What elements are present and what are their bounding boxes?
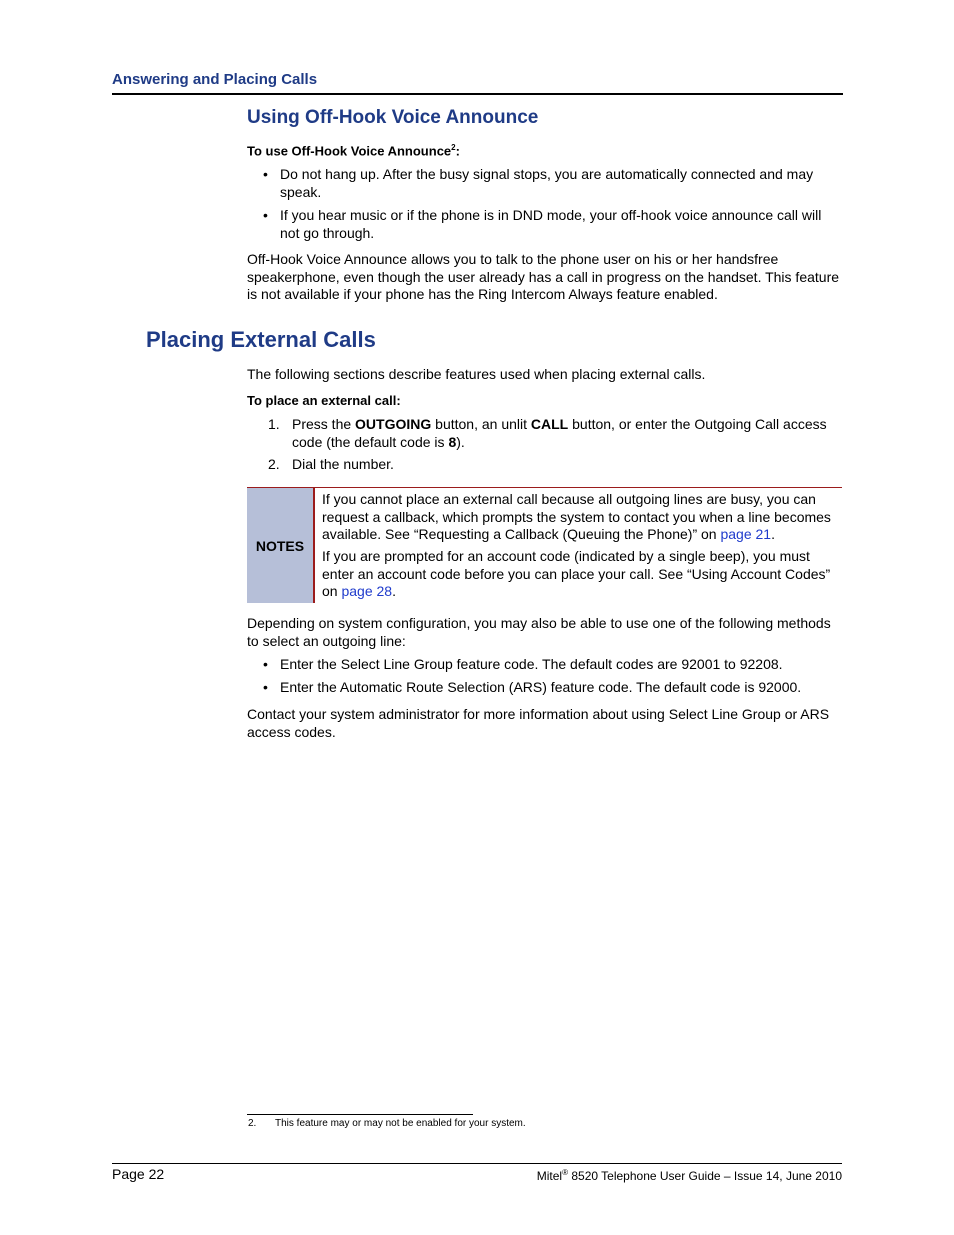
- bullet-icon: •: [263, 207, 268, 223]
- step-1: [268, 416, 843, 452]
- bullet-icon: •: [263, 656, 268, 672]
- step-text: [292, 416, 832, 451]
- section-title-external: Placing External Calls: [146, 327, 376, 352]
- step-number: 1.: [268, 416, 280, 432]
- procedure-lead-external: To place an external call:: [247, 393, 401, 408]
- procedure-lead-ohva: [247, 143, 460, 158]
- registered-mark: ®: [562, 1168, 569, 1177]
- footer-title: [537, 1168, 842, 1183]
- step-2: [268, 456, 843, 474]
- bullet-icon: •: [263, 166, 268, 182]
- note-text: If you are prompted for an account code (indicated by a single beep), you must enter an account code before you can place your call. See “Using Account Codes” on: [322, 548, 831, 599]
- step-text-part: ).: [456, 433, 465, 450]
- contact-paragraph: Contact your system administrator for more information about using Select Line Group or ARS access codes.: [247, 706, 830, 740]
- footnote-text: This feature may or may not be enabled for your system.: [275, 1118, 526, 1129]
- footer-doc-title: 8520 Telephone User Guide – Issue 14, June 2010: [568, 1169, 842, 1183]
- note-end: .: [771, 526, 775, 542]
- footer-brand: Mitel: [536, 1169, 563, 1183]
- bullet-icon: •: [263, 679, 268, 695]
- list-item-text: If you hear music or if the phone is in DND mode, your off-hook voice announce call will not go through.: [280, 207, 822, 241]
- config-paragraph: Depending on system configuration, you may also be able to use one of the following methods to select an outgoing line:: [247, 615, 831, 649]
- note-2: [322, 548, 842, 601]
- list-item-text: Enter the Select Line Group feature code. The default codes are 92001 to 92208.: [280, 656, 783, 672]
- notes-label: NOTES: [255, 538, 305, 554]
- step-text-part: button, an unlit: [431, 416, 531, 432]
- list-item-text: Enter the Automatic Route Selection (ARS) feature code. The default code is 92000.: [280, 679, 802, 695]
- note-1: [322, 491, 842, 544]
- lead-text: To use Off-Hook Voice Announce: [247, 143, 452, 159]
- notes-divider: [313, 488, 315, 603]
- list-item-text: Do not hang up. After the busy signal stops, you are automatically connected and may speak.: [280, 166, 814, 200]
- page-21-link[interactable]: page 21: [720, 526, 772, 542]
- footnote-number: 2.: [248, 1118, 257, 1129]
- notes-top-rule: [247, 487, 842, 488]
- page-number: Page 22: [112, 1166, 165, 1182]
- external-intro: The following sections describe features used when placing external calls.: [247, 366, 706, 382]
- section-title-ohva: Using Off-Hook Voice Announce: [247, 107, 539, 128]
- footnote-ref[interactable]: 2: [451, 143, 456, 152]
- footnote-rule: [247, 1114, 473, 1115]
- step-number: 2.: [268, 456, 280, 472]
- step-text-part: Press the: [292, 416, 356, 432]
- note-text: If you cannot place an external call because all outgoing lines are busy, you can request a callback, which prompts the system to contact you when a line becomes available. See “Requesting a Callback (Queuing the Phone)” on: [322, 491, 831, 542]
- notes-label-cell: [247, 488, 313, 603]
- lead-colon: :: [455, 143, 460, 159]
- step-text: Dial the number.: [292, 456, 394, 472]
- call-key-label: CALL: [530, 416, 569, 432]
- outgoing-key-label: OUTGOING: [355, 416, 432, 432]
- note-end: .: [392, 583, 396, 599]
- ohva-paragraph: Off-Hook Voice Announce allows you to talk to the phone user on his or her handsfree speakerphone, even though the user already has a call in progress on the handset. This feature is not available if your phone has the Ring Intercom Always feature enabled.: [247, 251, 840, 302]
- step-text-part: button, or enter the Outgoing Call access code (the default code is: [292, 416, 827, 450]
- footer-rule: [112, 1163, 842, 1164]
- header-rule: [112, 93, 843, 95]
- running-head: Answering and Placing Calls: [112, 71, 318, 88]
- page-28-link[interactable]: page 28: [341, 583, 393, 599]
- default-code: 8: [448, 433, 457, 450]
